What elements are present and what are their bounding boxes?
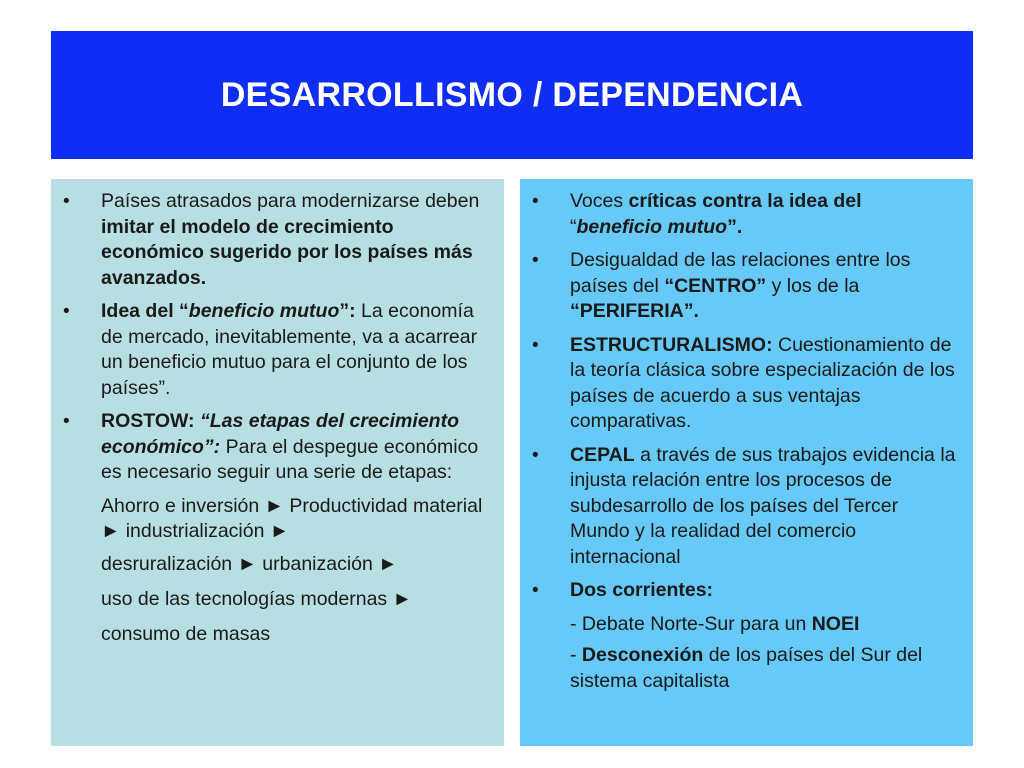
right-bullet-5: • Dos corrientes:: [532, 578, 959, 604]
right-current-2: - Desconexión de los países del Sur del sistema capitalista: [570, 644, 923, 692]
slide-title: DESARROLLISMO / DEPENDENCIA: [220, 75, 804, 114]
left-bullet-2: • Idea del “beneficio mutuo”: La economía de mercado, inevitablemente, va a acarrear un beneficio mutuo para el conjunto de los países”.: [63, 299, 486, 401]
right-current-1: - Debate Norte-Sur para un NOEI: [570, 612, 860, 635]
right-bullet-2: • Desigualdad de las relaciones entre los países del “CENTRO” y los de la “PERIFERIA”.: [532, 248, 959, 325]
left-bullet-list: [63, 189, 486, 648]
left-stages-line-3: uso de las tecnologías modernas ►: [101, 587, 412, 610]
left-column: [51, 179, 504, 746]
title-banner: [51, 31, 973, 159]
right-bullet-list: [532, 189, 959, 694]
right-column: [520, 179, 973, 746]
right-bullet-4: • CEPAL a través de sus trabajos evidencia la injusta relación entre los procesos de subdesarrollo de los países del Tercer Mundo y la realidad del comercio internacional: [532, 443, 959, 571]
left-bullet-3: • ROSTOW: “Las etapas del crecimiento económico”: Para el despegue económico es necesario seguir una serie de etapas:: [63, 409, 486, 486]
right-bullet-3: • ESTRUCTURALISMO: Cuestionamiento de la teoría clásica sobre especialización de los países de acuerdo a sus ventajas comparativas.: [532, 333, 959, 435]
left-bullet-1: • Países atrasados para modernizarse deben imitar el modelo de crecimiento económico sugerido por los países más avanzados.: [63, 189, 486, 291]
right-bullet-1: • Voces críticas contra la idea del “beneficio mutuo”.: [532, 189, 959, 240]
left-stages-line-2: desruralización ► urbanización ►: [101, 552, 398, 575]
left-stages-line-4: consumo de masas: [101, 622, 271, 645]
left-stages-line-1: Ahorro e inversión ► Productividad material ► industrialización ►: [101, 494, 483, 542]
